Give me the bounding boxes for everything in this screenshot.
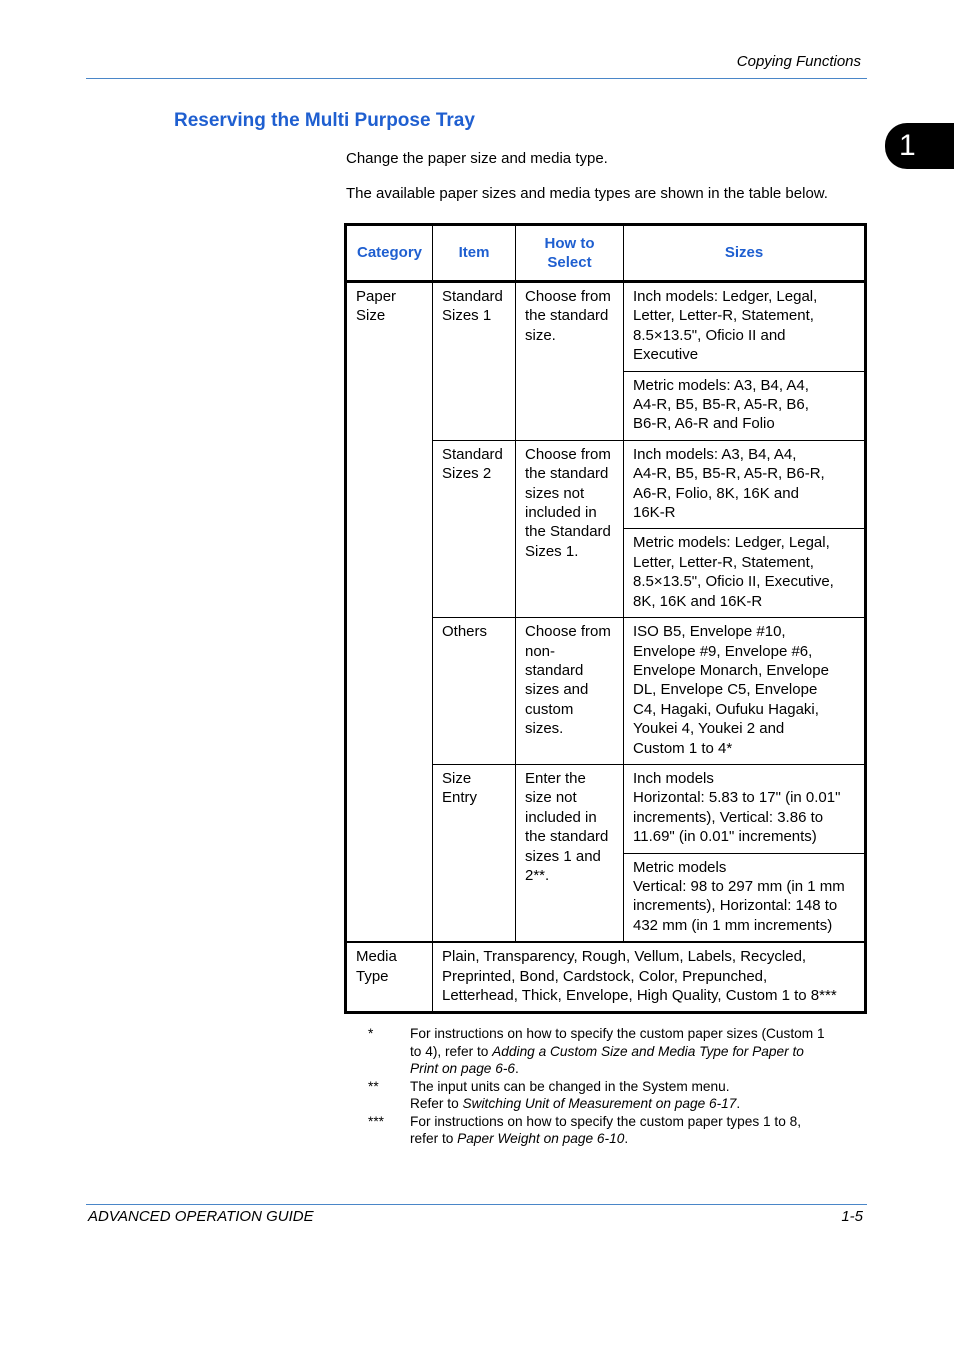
- footnote-text: .: [515, 1061, 519, 1076]
- how-standard-sizes-1: Choose from the standard size.: [516, 282, 624, 441]
- footnote-text: .: [624, 1131, 629, 1146]
- footnotes: [368, 1025, 858, 1148]
- footnote-reference: Print on page 6-6: [410, 1061, 516, 1076]
- footnote-text: .: [736, 1096, 741, 1111]
- sizes-others: ISO B5, Envelope #10, Envelope #9, Envelope #6, Envelope Monarch, Envelope DL, Envelope C5, Envelope C4, Hagaki, Oufuku Hagaki, Youkei 4, Youkei 2 and Custom 1 to 4*: [624, 618, 866, 765]
- chapter-tab: 1: [885, 123, 954, 169]
- section-title: Reserving the Multi Purpose Tray: [174, 110, 475, 131]
- intro-paragraph-1: Change the paper size and media type.: [346, 150, 608, 167]
- sizes-std1-inch: Inch models: Ledger, Legal, Letter, Letter-R, Statement, 8.5×13.5", Oficio II and Executive: [624, 282, 866, 372]
- item-size-entry: Size Entry: [433, 764, 516, 942]
- sizes-entry-metric: Metric models Vertical: 98 to 297 mm (in 1 mm increments), Horizontal: 148 to 432 mm (in 1 mm increments): [624, 853, 866, 942]
- footer-guide-title: ADVANCED OPERATION GUIDE: [88, 1208, 314, 1225]
- footnote-mark: ***: [368, 1113, 384, 1129]
- table-row: [346, 942, 866, 1013]
- footnote-text: to 4), refer to: [410, 1043, 493, 1059]
- sizes-std1-metric: Metric models: A3, B4, A4, A4-R, B5, B5-R, A5-R, B6, B6-R, A6-R and Folio: [624, 371, 866, 440]
- how-size-entry: Enter the size not included in the standard sizes 1 and 2**.: [516, 764, 624, 942]
- footer-rule: [86, 1204, 867, 1205]
- header-sizes: Sizes: [624, 225, 866, 282]
- paper-sizes-table: [344, 223, 867, 1014]
- header-how-to-select: How to Select: [516, 225, 624, 282]
- sizes-std2-inch: Inch models: A3, B4, A4, A4-R, B5, B5-R, A5-R, B6-R, A6-R, Folio, 8K, 16K and 16K-R: [624, 440, 866, 529]
- footnote: [368, 1025, 858, 1078]
- footnote-text: For instructions on how to specify the custom paper types 1 to 8,: [410, 1113, 802, 1129]
- item-others: Others: [433, 618, 516, 765]
- footnote-text: The input units can be changed in the System menu.: [410, 1078, 730, 1094]
- item-standard-sizes-1: Standard Sizes 1: [433, 282, 516, 441]
- footnote-text: For instructions on how to specify the custom paper sizes (Custom 1: [410, 1026, 825, 1041]
- item-standard-sizes-2: Standard Sizes 2: [433, 440, 516, 617]
- sizes-entry-inch: Inch models Horizontal: 5.83 to 17" (in 0.01" increments), Vertical: 3.86 to 11.69" (in 0.01" increments): [624, 764, 866, 853]
- table-header-row: [346, 225, 866, 282]
- how-standard-sizes-2: Choose from the standard sizes not included in the Standard Sizes 1.: [516, 440, 624, 617]
- footnote-reference: Adding a Custom Size and Media Type for Paper to: [492, 1043, 804, 1059]
- footnote: [368, 1113, 858, 1148]
- footnote-text: Refer to: [410, 1096, 463, 1111]
- media-type-list: Plain, Transparency, Rough, Vellum, Labels, Recycled, Preprinted, Bond, Cardstock, Color, Prepunched, Letterhead, Thick, Envelope, High Quality, Custom 1 to 8***: [433, 942, 866, 1013]
- how-others: Choose from non- standard sizes and custom sizes.: [516, 618, 624, 765]
- table-row: [346, 282, 866, 372]
- footnote-mark: **: [368, 1078, 379, 1094]
- footnote: [368, 1078, 858, 1113]
- footnote-reference: Paper Weight on page 6-10: [457, 1131, 625, 1146]
- category-media-type: Media Type: [346, 942, 433, 1013]
- running-header: Copying Functions: [736, 53, 861, 70]
- intro-paragraph-2: The available paper sizes and media types are shown in the table below.: [346, 185, 828, 202]
- header-item: Item: [433, 225, 516, 282]
- page-number: 1-5: [841, 1208, 863, 1225]
- header-category: Category: [346, 225, 433, 282]
- footnote-text: refer to: [410, 1131, 458, 1146]
- footnote-reference: Switching Unit of Measurement on page 6-17: [462, 1096, 737, 1111]
- footnote-mark: *: [368, 1026, 374, 1041]
- category-paper-size: Paper Size: [346, 282, 433, 943]
- header-rule: [86, 78, 867, 79]
- sizes-std2-metric: Metric models: Ledger, Legal, Letter, Letter-R, Statement, 8.5×13.5", Oficio II, Executive, 8K, 16K and 16K-R: [624, 529, 866, 618]
